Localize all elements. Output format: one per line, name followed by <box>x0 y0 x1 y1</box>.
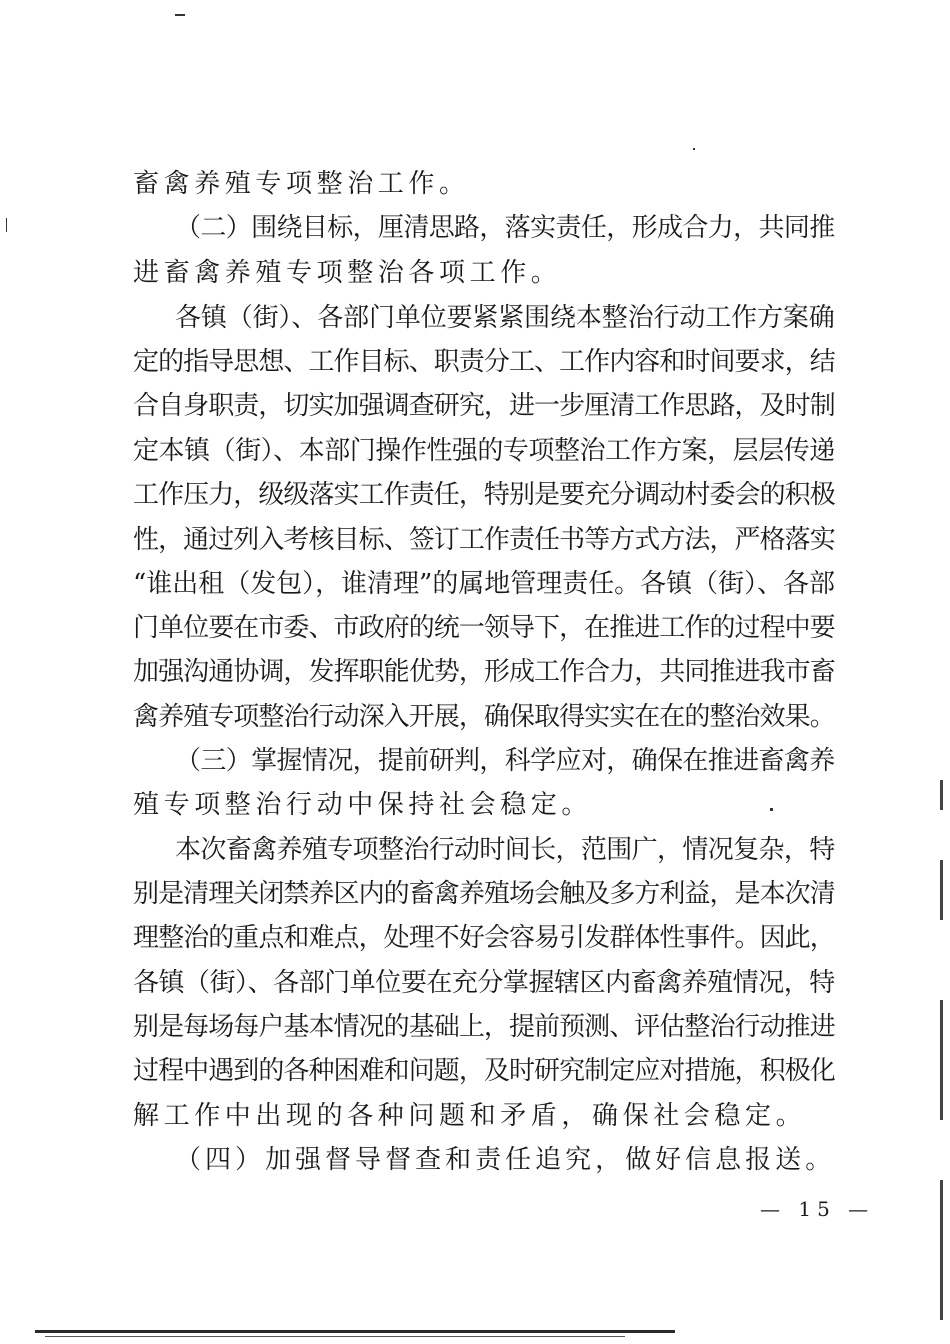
body-text-line: 合自身职责，切实加强调查研究，进一步厘清工作思路，及时制 <box>133 391 835 421</box>
body-text-line: 各镇（街）、各部门单位要在充分掌握辖区内畜禽养殖情况，特 <box>133 968 835 998</box>
body-text-line: 畜禽养殖专项整治工作。 <box>133 169 470 199</box>
section-heading: （二）围绕目标，厘清思路，落实责任，形成合力，共同推 <box>175 213 835 243</box>
body-text-line: 加强沟通协调，发挥职能优势，形成工作合力，共同推进我市畜 <box>133 657 835 687</box>
body-text-line: 别是清理关闭禁养区内的畜禽养殖场会触及多方利益，是本次清 <box>133 879 835 909</box>
body-text-line: 门单位要在市委、市政府的统一领导下，在推进工作的过程中要 <box>133 613 835 643</box>
body-text-line: “谁出租（发包），谁清理”的属地管理责任。各镇（街）、各部 <box>133 569 835 599</box>
scan-dot <box>770 808 773 811</box>
body-text-line: 本次畜禽养殖专项整治行动时间长，范围广，情况复杂，特 <box>175 835 835 865</box>
scan-edge-right <box>940 1000 943 1120</box>
body-text-line: 理整治的重点和难点，处理不好会容易引发群体性事件。因此， <box>133 923 835 953</box>
body-text-line: 过程中遇到的各种困难和问题，及时研究制定应对措施，积极化 <box>133 1056 835 1086</box>
body-text-line: 定本镇（街）、本部门操作性强的专项整治工作方案，层层传递 <box>133 436 835 466</box>
scan-dot <box>693 148 695 150</box>
section-heading: （四）加强督导督查和责任追究，做好信息报送。 <box>175 1145 836 1175</box>
section-heading: 进畜禽养殖专项整治各项工作。 <box>133 258 562 288</box>
scan-bottom-rule <box>45 1336 625 1337</box>
scan-mark-top <box>175 14 185 16</box>
scan-edge-right <box>940 1180 943 1320</box>
section-heading: 殖专项整治行动中保持社会稳定。 <box>133 790 593 820</box>
scan-edge-right <box>940 860 943 920</box>
page-number: — 15 — <box>760 1197 875 1221</box>
body-text-line: 定的指导思想、工作目标、职责分工、工作内容和时间要求，结 <box>133 347 835 377</box>
scan-mark-left <box>6 218 7 232</box>
body-text-line: 解工作中出现的各种问题和矛盾，确保社会稳定。 <box>133 1101 807 1131</box>
body-text-line: 各镇（街）、各部门单位要紧紧围绕本整治行动工作方案确 <box>175 303 835 333</box>
body-text-line: 禽养殖专项整治行动深入开展，确保取得实实在在的整治效果。 <box>133 702 835 732</box>
body-text-line: 工作压力，级级落实工作责任，特别是要充分调动村委会的积极 <box>133 480 835 510</box>
scan-bottom-rule <box>35 1330 675 1333</box>
scan-edge-right <box>940 780 943 810</box>
body-text-line: 性，通过列入考核目标、签订工作责任书等方式方法，严格落实 <box>133 525 835 555</box>
body-text-line: 别是每场每户基本情况的基础上，提前预测、评估整治行动推进 <box>133 1012 835 1042</box>
section-heading: （三）掌握情况，提前研判，科学应对，确保在推进畜禽养 <box>175 746 835 776</box>
